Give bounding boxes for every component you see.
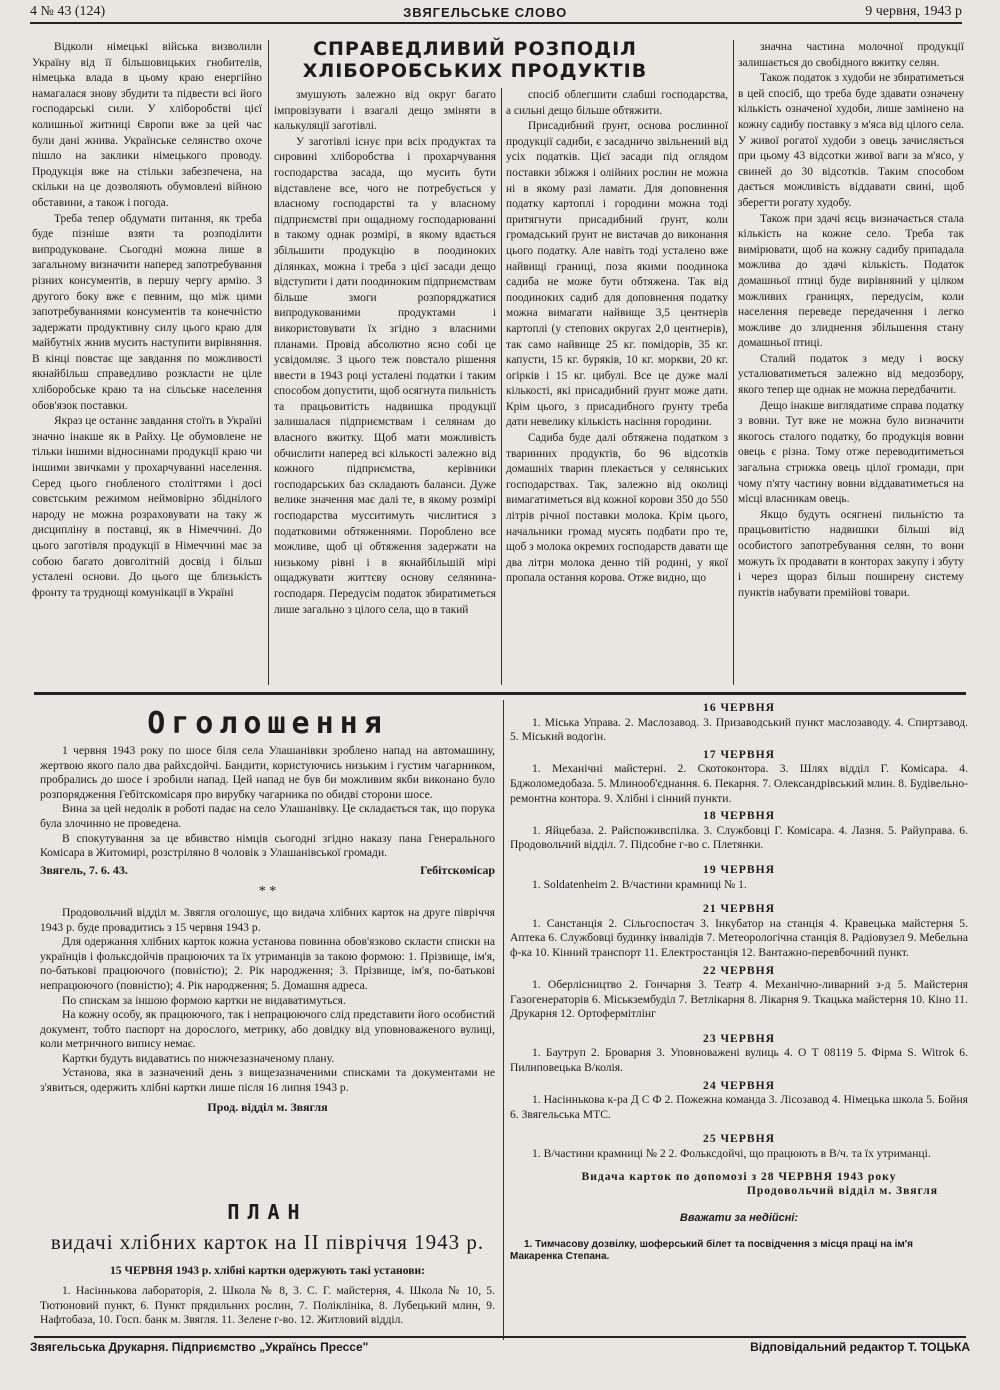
food-signature (40, 1100, 495, 1115)
announcement-paragraph: Продовольчий відділ м. Звягля оголошує, що видача хлібних карток на друге півріччя 1943 р. буде провадитись з 15 червня 1943 р. (40, 905, 495, 934)
article-paragraph: Сталий податок з меду і воску усталюватиметься залежно від медозбору, якого тепер ще однак не можна передбачити. (738, 352, 964, 397)
schedule-items: 1. Міська Управа. 2. Маслозавод. 3. Призаводський пункт маслозаводу. 4. Спиртзавод. 5. Міський водогін. (510, 715, 968, 744)
announcement-body (40, 744, 495, 1114)
article-paragraph: Також податок з худоби не збиратиметься в цей спосіб, що треба буде здавати означену кількість означеної худоби, лише замінено на кожну садибу поставку з м'яса від цілого села. У живої рогатої худоби з овець зачисляється при цьому 43 відсотки живої ваги за м'ясо, у свиней до 30 відсотків. Таким способом дається можливість віддавати свині, щоб зберегти рогату худобу. (738, 72, 964, 209)
article-column-1 (32, 40, 262, 685)
article-paragraph: Дещо інакше виглядатиме справа податку з вовни. Тут вже не можна було визначити якогось сталого податку, бо продукція вовни овець є різна. Тому отже переводитиметься загальна стрижка овець цілої громади, при чому п'яту частину вовни віддаватиметься на місці власникам овець. (738, 399, 964, 506)
editor-info: Відповідальний редактор Т. ТОЦЬКА (750, 1340, 970, 1354)
schedule-items: 1. Насіннькова к-ра Д С Ф 2. Пожежна команда 3. Лісозавод 4. Німецька школа 5. Бойня 6. Звягельська МТС. (510, 1093, 968, 1121)
announcement-title: Оголошення (147, 706, 388, 741)
column-divider (503, 700, 504, 1340)
schedule-day: 25 ЧЕРВНЯ (703, 1132, 775, 1146)
schedule-items: 1. Яйцебаза. 2. Райспоживспілка. 3. Службовці Г. Комісара. 4. Лазня. 5. Райуправа. 6. Продовольчий відділ. 7. Підсобне г-во с. Плетянки. (510, 823, 968, 852)
schedule-day: 19 ЧЕРВНЯ (703, 862, 775, 876)
schedule-tail-line: Видача карток по допомозі з 28 ЧЕРВНЯ 1943 року (581, 1169, 897, 1183)
article-paragraph: значна частина молочної продукції залишається до свобідного вжитку селян. (738, 41, 964, 69)
notice-heading: Вважати за недійсні: (679, 1211, 799, 1224)
column-divider (501, 88, 502, 685)
footer (30, 1340, 970, 1354)
separator-stars: * * (258, 884, 277, 900)
schedule-items: 1. Баутруп 2. Броварня 3. Уповноважені вулиць 4. О Т 08119 5. Фірма S. Witrok 6. Пилиповецька В/колія. (510, 1046, 968, 1075)
schedule-items: 1. Механічні майстерні. 2. Скотоконтора. 3. Шлях відділ Г. Комісара. 4. Бджоломедобаза. 5. Млинооб'єднання. 6. Пекарня. 7. Олександрівський млин. 8. Будівельно-ремонтна контора. 9. Хлібні і сінний пункти. (510, 762, 968, 805)
plan-title: ПЛАН (227, 1200, 308, 1224)
printer-info: Звягельська Друкарня. Підприємство „Українсь Прессе" (30, 1340, 369, 1354)
article-paragraph: Треба тепер обдумати питання, як треба буде пізніше взяти та розподілити випродуковане. Сьогодні можна лише в загальному визначити наперед запотребування різних консументів, в першу чергу армію. З другого боку вже є певним, що між цими запотребуваннями консументів та конечністю задержати продуктивну силу цього краю для майбутніх жнив мусить наступити вирівняння. В кінці повстає ще завдання по можливості якнайбільш справедливо розкласти не ціле хліборобське краю та на сільське населення обов'язок поставки. (32, 212, 262, 412)
issue-date: 9 червня, 1943 р (865, 4, 962, 19)
schedule-day: 24 ЧЕРВНЯ (703, 1078, 775, 1092)
article-paragraph: Відколи німецькі війська визволили Україну від її більшовицьких гнобителів, німецька влада в цьому краю енергійно намагалася знову збудити та підвести всі його господарські сили. У хліборобстві цієї колишньої житниці Європи вже за цей час були дані жнива. Українське селянство охоче пішло на заклики німецького проводу. Продукція вже на стільки забезпечена, на скільки на це дозволяють обумовлені війною обставини, а також і погода. (32, 41, 262, 209)
schedule-day: 16 ЧЕРВНЯ (703, 701, 775, 714)
announcement-paragraph: 1 червня 1943 року по шосе біля села Улашанівки зроблено напад на автомашину, жертвою якого пало два райхсдойчі. Бандити, користуючись низьким і густим чагарником, пробрались до шосе і зробили напад. Цей напад не був би можливим якби виконано було розпорядження Гебітскомісаря про вирубку чагарника по обидві сторони шосе. (40, 744, 495, 801)
schedule-day: 21 ЧЕРВНЯ (703, 902, 775, 916)
article-paragraph: Садиба буде далі обтяжена податком з тваринних продуктів, бо 96 відсотків домашніх тварин плекається у селянських господарствах. Так, залежно від околиці вимагатиметься від кожної корови 350 до 550 літрів річної поставки молока. Крім цього, начальники громад мусять подбати про те, щоб з молока окремих господарств давати ще два літри молока денно тій родині, у якої пропала остання корова. Отже видно, що (506, 432, 728, 585)
headline-line: ХЛІБОРОБСЬКИХ ПРОДУКТІВ (302, 60, 648, 82)
announcement-paragraph: Картки будуть видаватись по нижчезазначеному плану. (62, 1051, 335, 1065)
plan-lead: 15 ЧЕРВНЯ 1943 р. хлібні картки одержують такі установи: (109, 1264, 426, 1277)
announcement-paragraph: В спокутування за це вбивство німців сьогодні згідно наказу пана Генерального Комісара в Житомирі, розстріляно 8 чоловік з Улашанівської громади. (40, 831, 495, 860)
article-paragraph: Присадибний ґрунт, основа рослинної продукції садиби, є засадничо звільнений від усіх податків. Цієї засади під оглядом поставки збіжжя і олійних рослин не можна ні в якому разі ламати. Для доповнення податку картоплі і городини можна тоді притягнути присадибний ґрунт, коли громадський ґрунт не вистачав до виконання цього податку. Але навіть тоді усталено вже найвищі границі, поза якими поодинока садиба не може бути обтяжена. Так від поодиноких садиб для доповнення податку можна вимагати найвище 3,5 центнерів картоплі (у степових округах 2,0 центнерів), так само найвище 25 кг. помідорів, 35 кг. капусти, 15 кг. буряків, 10 кг. моркви, 20 кг. огірків і 15 кг. цибулі. Все це дуже малі кількості, які присадибний ґрунт може дати. Крім цього, з присадибного ґрунту треба дати невелику кількість насіння городини. (506, 120, 728, 429)
announcement-signature (40, 863, 495, 878)
schedule-day: 18 ЧЕРВНЯ (703, 809, 775, 823)
announcement-paragraph: Вина за цей недолік в роботі падає на село Улашанівку. Це складається так, що порука була злочинно не проведена. (40, 802, 495, 830)
masthead (30, 2, 962, 24)
schedule-day: 22 ЧЕРВНЯ (703, 963, 775, 977)
schedule-items: 1. Soldatenheim 2. В/частини крамниці № 1. (532, 877, 747, 891)
announcement-paragraph: На кожну особу, як працюючого, так і непрацюючого слід представити його особистий документ, тобто паспорт на дорослого, метрику, або довідку від уповноваженого вулиці, коли метричного випису немає. (40, 1008, 495, 1051)
schedule-items: 1. Санстанція 2. Сільгоспостач 3. Інкубатор на станція 4. Кравецька майстерня 5. Аптека 6. Службовці будинку інвалідів 7. Метеорологічна станція 8. Радіовузел 9. Мебельна ф-ка 10. Кінний транспорт 11. Електростанція 12. Вантажно-перевбочний пункт. (510, 916, 968, 959)
schedule-items: 1. В/частини крамниці № 2 2. Фольксдойчі, що працюють в В/ч. та їх утриманці. (532, 1147, 931, 1161)
article-paragraph: Якщо будуть осягнені пильністю та працьовитістю надвишки більші від особистого запотребування селян, то вони можуть їх продавати в конторах закупу і збуту і через щораз більш поширену систему пунктів набувати премійові товари. (738, 508, 964, 599)
article-headline (275, 38, 675, 82)
article-column-3 (506, 88, 728, 685)
article-column-4 (738, 40, 964, 685)
schedule (510, 698, 968, 1273)
plan-subtitle: видачі хлібних карток на II півріччя 1943 р. (50, 1230, 485, 1254)
announcement-paragraph: Установа, яка в зазначений день з вищезазначеними списками та документами не з'явиться, одержить хлібні картки лише після 16 липня 1943 р. (40, 1066, 495, 1095)
article-column-2 (274, 88, 496, 685)
article-paragraph: змушують залежно від округ багато імпровізувати і взагалі дещо зміняти в калькуляції заготівлі. (274, 89, 496, 133)
schedule-day: 23 ЧЕРВНЯ (703, 1031, 775, 1045)
article-paragraph: У заготівлі існує при всіх продуктах та сировині хліборобства і прохарчування господарства засада, що мусить бути відставлене все, чого не потребується у власному господарстві та у власному підприємстві при ощадному господарюванні в такому однак розмірі, в якому вдається збільшити продукцію в поодиноких ділянках, можна і треба з цієї засади дещо відступити і дати поодиноким підприємствам більше змоги розпоряджатися випродукованими продуктами і використовувати їх згідно з власними планами. Провід абсолютно ясно собі це усвідомляє. З цього теж повстало рішення ввести в 1943 році усталені податки і таким способом допустити, щоб осягнута пильність та працьовитість надвишка продукції залишалася підприємствам і селянам до власного вжитку. Щоб мати можливість обчислити наперед всі кількості залежно від кожного підприємства, керівники господарських баз складають баланси. Дуже велике значення має далі те, в якому розмірі господарства мусситимуть числитися з податковими обтяженнями. Пороблено все можливе, щоб ці обтяження задержати на низькому рівні і в якнайбільшій мірі ощаджувати життєву основу селянина-господаря. Передусім податок збиратиметься лише загально з цілого села, що в такий (274, 135, 496, 616)
headline-line: СПРАВЕДЛИВИЙ РОЗПОДІЛ (313, 38, 637, 60)
signer: Гебітскомісар (420, 862, 495, 877)
footer-divider (34, 1336, 966, 1338)
column-divider (733, 40, 734, 685)
schedule-items: 1. Оберлісництво 2. Гончарня 3. Театр 4. Механічно-ливарний з-д 5. Майстерня Газогенераторів 6. Міськзембуділ 7. Ветлікарня 8. Лікарня 9. Ткацька майстерня 10. Кіно 11. Друкарня 12. Ортофермітлінг (510, 978, 968, 1021)
newspaper-name: ЗВЯГЕЛЬСЬКЕ СЛОВО (403, 4, 568, 20)
column-divider (268, 40, 269, 685)
announcement-paragraph: По спискам за іншою формою картки не видаватимуться. (62, 993, 346, 1007)
announcement-paragraph: Для одержання хлібних карток кожна установа повинна обов'язково скласти списки на українців і фольксдойчів працюючих та їх утриманців за такою формою: 1. Прізвище, ім'я, по-батькові працюючого (повністю); 2. Рік народження; 3. Прізвище, ім'я, по-батькові непрацюючого (повністю); 4. Рік народження; 5. Домашня адреса. (40, 935, 495, 992)
place-date: Звягель, 7. 6. 43. (40, 862, 128, 877)
notice-text: 1. Тимчасову дозвілку, шоферський білет та посвідчення з місця праці на ім'я Макаренка Степана. (510, 1239, 913, 1263)
plan-list (40, 1284, 495, 1328)
article-paragraph: спосіб облегшити слабші господарства, а сильні дещо більше обтяжити. (506, 89, 728, 117)
section-divider (34, 692, 966, 695)
signer: Прод. відділ м. Звягля (207, 1099, 328, 1114)
article-paragraph: Якраз це останнє завдання стоїть в Україні значно інакше як в Райху. Це обумовлене не тільки іншими відносинами продукції краю чи іншими звичками у прохарчуванні населення. Серед цього гнобленого століттями і досі совєтським режимом неймовірно збіднілого народу не можна розраховувати на таку ж дисципліну в поставці, як в Німеччині. До цього заготівля продукції в Німеччині має за собою багато довголітній досвід і більш усталені основи. До цього ще близькість фронту та труднощі комунікації в Україні (32, 415, 262, 599)
plan-items: 1. Насіннькова лабораторія, 2. Школа № 8, 3. С. Г. майстерня, 4. Школа № 10, 5. Тютюновий пункт, 6. Пункт прядильних рослин, 7. Поліклініка, 8. Лубецький млин, 9. Нафтобаза, 10. Госп. банк м. Звягля. 11. Зелене г-во. 12. Житловий відділ. (40, 1284, 495, 1327)
schedule-tail-signer: Продовольчий відділ м. Звягля (746, 1184, 938, 1198)
article-paragraph: Також при здачі яєць визначається стала кількість на кожне село. Треба так вимірювати, щоб на кожну садибу припадала можлива до здачі кількість. Податок домашньої птиці буде вирівняний у цілком можливих границях, передусім, коли населення переведе передачення і легко можливе до злиднення збільшення стану домашньої птиці. (738, 212, 964, 350)
issue-number: 4 № 43 (124) (30, 4, 106, 19)
schedule-day: 17 ЧЕРВНЯ (703, 747, 775, 761)
